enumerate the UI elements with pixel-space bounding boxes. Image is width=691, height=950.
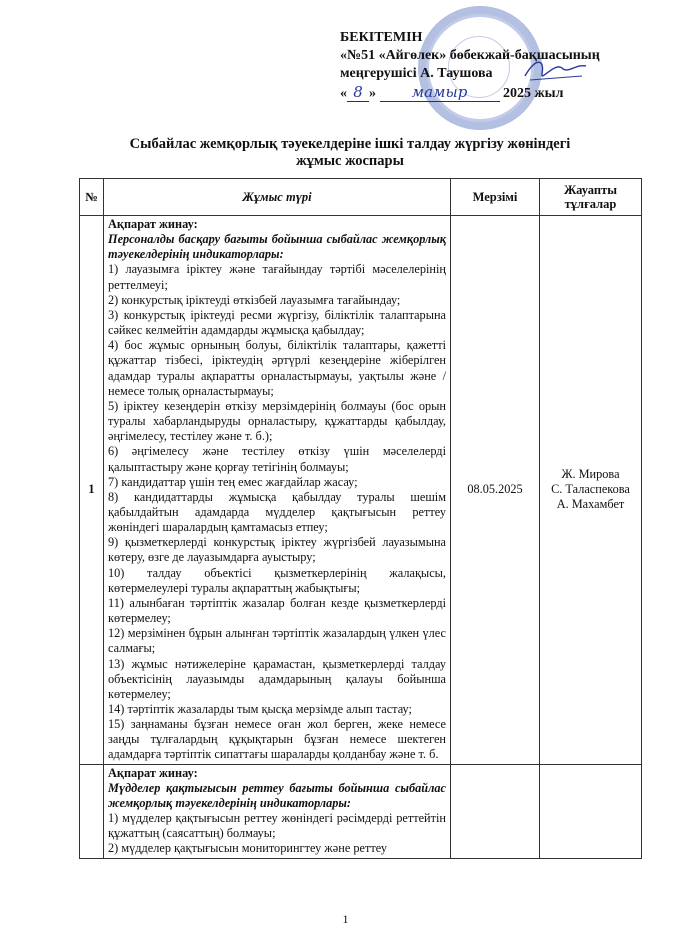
header-num: № <box>80 179 104 216</box>
page-number: 1 <box>342 912 349 926</box>
list-item: 8) кандидаттарды жұмысқа қабылдау туралы шешім қабылдайтын адамдарда мүдделер қақтығысын реттеу жөніндегі шаралардың қамтамасыз етпеу; <box>108 489 446 535</box>
list-item: 3) конкурстық іріктеуді ресми жүргізу, біліктілік талаптарына сәйкес келмейтін адамдарды жұмысқа қабылдау; <box>108 307 446 338</box>
responsible-person: С. Таласпекова <box>551 482 630 497</box>
list-item: 13) жұмыс нәтижелеріне қарамастан, қызметкерлерді талдау объектісінің лауазымды адамдарының қалауы бойынша көтермелеу; <box>108 656 446 701</box>
list-item: 4) бос жұмыс орнының болуы, біліктілік талаптары, қажетті құжаттар тізбесі, іріктеудің әртүрлі кезеңдеріне жіберілген адамдар туралы ақпаратты орналастырмауы, уақтылы және / немесе толық орналастырмауы; <box>108 338 446 398</box>
work-plan-table <box>79 178 642 859</box>
list-item: 6) әңгімелесу және тестілеу өткізу үшін мәселелерді қалыптастыру және қорғау тетігінің болмауы; <box>108 444 446 474</box>
row-heading: Ақпарат жинау: <box>108 217 198 231</box>
date-open-quote: « <box>340 86 347 101</box>
row-deadline <box>451 764 540 858</box>
list-item: 1) мүдделер қақтығысын реттеу жөніндегі рәсімдерді реттейтін құжаттың (саясаттың) болмауы; <box>108 811 446 841</box>
date-close-quote: » <box>369 86 376 101</box>
approval-head-line: меңгерушісі А. Таушова <box>340 66 493 81</box>
list-item: 2) конкурстық іріктеуді өткізбей лауазымға тағайындау; <box>108 292 401 307</box>
date-day: 8 <box>347 83 369 102</box>
approval-block <box>340 29 660 103</box>
row-work-cell <box>104 216 451 765</box>
row-responsible <box>540 764 642 858</box>
row-work-cell <box>104 764 451 858</box>
title-line-2: жұмыс жоспары <box>296 153 404 169</box>
list-item: 9) қызметкерлерді конкурстық іріктеу жүргізбей лауазымына көтеру, өзге де лауазымдарға ауыстыру; <box>108 535 446 565</box>
table-row <box>80 216 642 765</box>
row-subheading: Персоналды басқару бағыты бойынша сыбайлас жемқорлық тәуекелдерінің индикаторлары: <box>108 232 446 262</box>
table-header-row <box>80 179 642 216</box>
list-item: 15) заңнаманы бұзған немесе оған жол берген, жеке немесе заңды тұлғалардың құқықтарын бұзған немесе шектеген адамдарға тәртіптік сипаттағы шараларды қолданбау және т. б. <box>108 717 446 762</box>
header-deadline: Мерзімі <box>451 179 540 216</box>
list-item: 11) алынбаған тәртіптік жазалар болған кезде қызметкерлерді көтермелеу; <box>108 595 446 626</box>
title-line-1: Сыбайлас жемқорлық тәуекелдеріне ішкі талдау жүргізу жөніндегі <box>129 136 571 152</box>
approval-heading: БЕКІТЕМІН <box>340 30 423 45</box>
row-heading: Ақпарат жинау: <box>108 765 198 780</box>
header-responsible: Жауапты тұлғалар <box>540 179 642 216</box>
row-num <box>80 764 104 858</box>
table-row <box>80 764 642 858</box>
page-title <box>90 136 610 170</box>
list-item: 10) талдау объектісі қызметкерлерінің жалақысы, көтермелеулері туралы ақпараттың жабықтығы; <box>108 565 446 595</box>
approval-org-line: «№51 «Айгөлек» бөбекжай-бақшасының <box>340 48 600 63</box>
responsible-person: Ж. Мирова <box>561 467 620 482</box>
row-subheading: Мүдделер қақтығысын реттеу бағыты бойынша сыбайлас жемқорлық тәуекелдерінің индикаторлары: <box>108 780 446 810</box>
date-year: 2025 жыл <box>503 86 564 101</box>
approval-date <box>340 83 660 103</box>
list-item: 5) іріктеу кезеңдерін өткізу мерзімдерінің болмауы (бос орын туралы хабарландыруды орналастыру, құжаттарды қабылдау, әңгімелесу, тестілеу және т. б.); <box>108 398 446 444</box>
header-work-type: Жұмыс түрі <box>104 179 451 216</box>
date-month: мамыр <box>380 83 500 102</box>
list-item: 12) мерзімінен бұрын алынған тәртіптік жазалардың үлкен үлес салмағы; <box>108 626 446 656</box>
responsible-person: А. Махамбет <box>556 497 625 512</box>
row-deadline: 08.05.2025 <box>451 216 540 765</box>
list-item: 7) кандидаттар үшін тең емес жағдайлар жасау; <box>108 474 358 489</box>
row-responsible <box>540 216 642 765</box>
row-num: 1 <box>80 216 104 765</box>
list-item: 2) мүдделер қақтығысын мониторингтеу және реттеу <box>108 841 388 856</box>
list-item: 1) лауазымға іріктеу және тағайындау тәртібі мәселелерінің реттелмеуі; <box>108 262 446 292</box>
list-item: 14) тәртіптік жазаларды тым қысқа мерзімде алып тастау; <box>108 702 412 716</box>
